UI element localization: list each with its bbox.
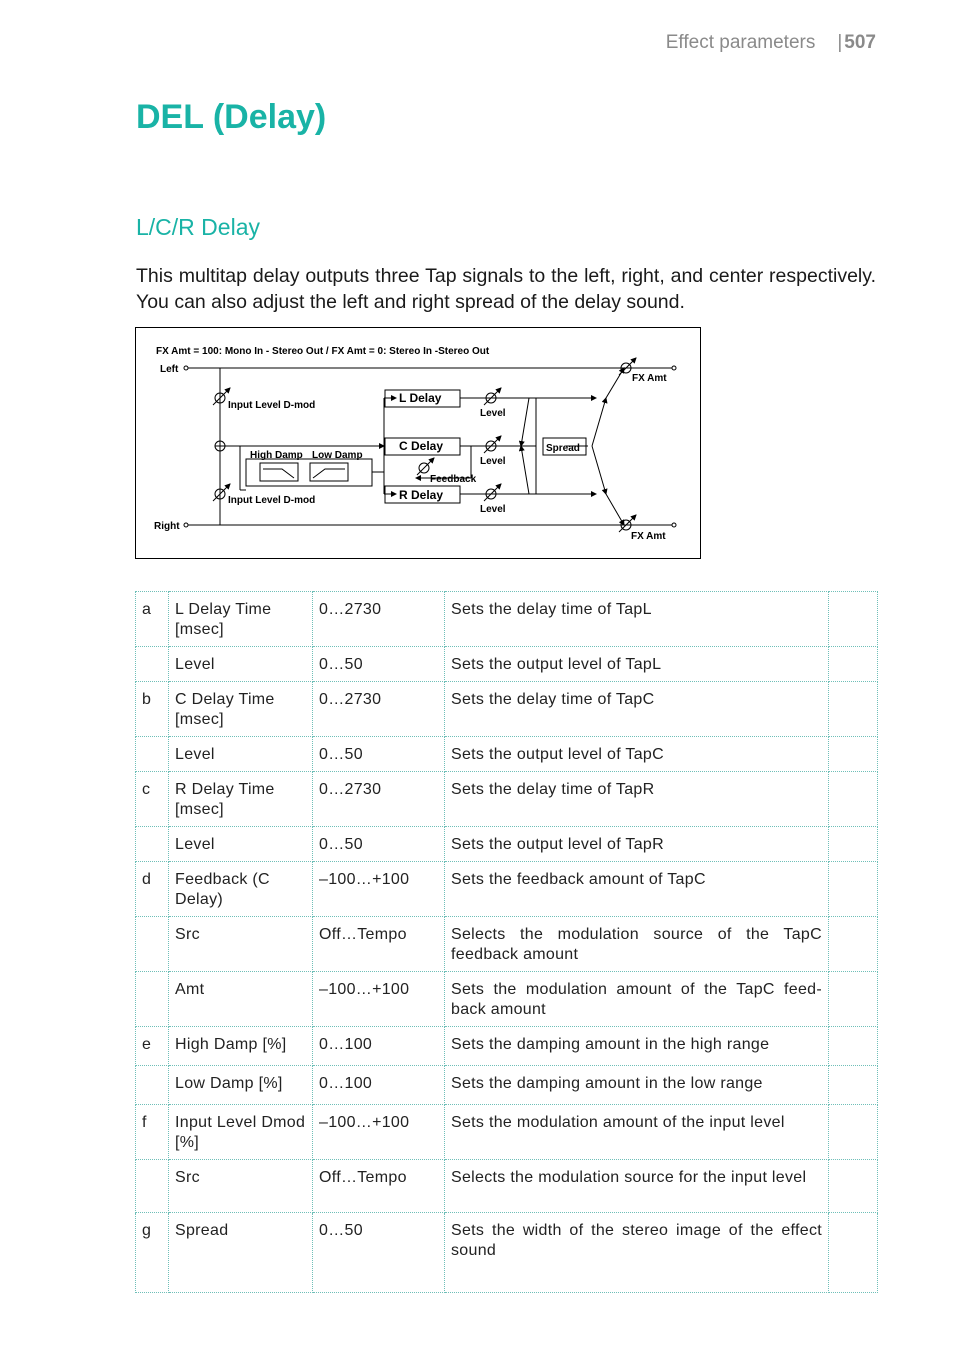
input-level-bottom-label: Input Level D-mod: [228, 495, 316, 506]
param-name: Amt: [169, 972, 313, 1027]
page-header: [666, 32, 876, 54]
param-range: 0…2730: [313, 682, 445, 737]
table-row: [136, 917, 878, 972]
param-extra: [829, 682, 878, 737]
param-extra: [829, 917, 878, 972]
high-damp-label: High Damp: [250, 450, 303, 461]
param-description: Sets the modulation amount of the TapC feed-back amount: [445, 972, 829, 1027]
param-name: L Delay Time [msec]: [169, 592, 313, 647]
diagram-caption: FX Amt = 100: Mono In - Stereo Out / FX Amt = 0: Stereo In -Stereo Out: [156, 346, 490, 357]
param-range: Off…Tempo: [313, 1160, 445, 1213]
param-range: 0…50: [313, 647, 445, 682]
c-delay-label: C Delay: [399, 439, 444, 453]
param-name: Src: [169, 917, 313, 972]
param-name: Low Damp [%]: [169, 1066, 313, 1105]
left-input-label: Left: [160, 364, 179, 375]
param-range: 0…50: [313, 827, 445, 862]
param-name: Spread: [169, 1213, 313, 1293]
param-id: a: [136, 592, 169, 647]
param-description: Sets the feedback amount of TapC: [445, 862, 829, 917]
page-title: DEL (Delay): [136, 98, 327, 136]
intro-paragraph: This multitap delay outputs three Tap signals to the left, right, and center respectively. You can also adjust the left and right spread of the delay sound.: [136, 265, 876, 313]
param-extra: [829, 592, 878, 647]
param-extra: [829, 1066, 878, 1105]
param-id: [136, 917, 169, 972]
param-description: Sets the delay time of TapL: [445, 592, 829, 647]
param-id: f: [136, 1105, 169, 1160]
l-delay-label: L Delay: [399, 391, 442, 405]
param-id: c: [136, 772, 169, 827]
table-row: [136, 1105, 878, 1160]
param-description: Sets the output level of TapC: [445, 737, 829, 772]
param-extra: [829, 827, 878, 862]
param-name: Level: [169, 647, 313, 682]
param-name: Feedback (C Delay): [169, 862, 313, 917]
level-l-label: Level: [480, 408, 506, 419]
table-row: [136, 592, 878, 647]
level-c-label: Level: [480, 456, 506, 467]
table-row: [136, 862, 878, 917]
section-title: L/C/R Delay: [136, 214, 260, 240]
diagram-svg: [136, 328, 700, 558]
param-range: –100…+100: [313, 862, 445, 917]
param-range: 0…50: [313, 737, 445, 772]
param-id: [136, 827, 169, 862]
param-name: C Delay Time [msec]: [169, 682, 313, 737]
param-range: 0…100: [313, 1027, 445, 1066]
feedback-label: Feedback: [430, 474, 477, 485]
param-description: Sets the modulation amount of the input level: [445, 1105, 829, 1160]
param-id: g: [136, 1213, 169, 1293]
table-row: [136, 647, 878, 682]
param-id: [136, 737, 169, 772]
param-description: Selects the modulation source for the input level: [445, 1160, 829, 1213]
header-separator: |: [837, 32, 843, 53]
param-id: [136, 1160, 169, 1213]
param-range: –100…+100: [313, 972, 445, 1027]
input-level-top-label: Input Level D-mod: [228, 400, 316, 411]
parameter-table: [135, 591, 878, 1293]
table-row: [136, 772, 878, 827]
table-row: [136, 1066, 878, 1105]
param-range: 0…2730: [313, 772, 445, 827]
param-name: R Delay Time [msec]: [169, 772, 313, 827]
param-range: –100…+100: [313, 1105, 445, 1160]
signal-flow-diagram: [135, 327, 701, 559]
param-description: Sets the damping amount in the high range: [445, 1027, 829, 1066]
table-row: [136, 972, 878, 1027]
section-name: Effect parameters: [665, 32, 816, 53]
param-description: Sets the output level of TapL: [445, 647, 829, 682]
param-name: High Damp [%]: [169, 1027, 313, 1066]
param-id: d: [136, 862, 169, 917]
param-description: Sets the delay time of TapR: [445, 772, 829, 827]
param-extra: [829, 972, 878, 1027]
param-extra: [829, 862, 878, 917]
table-row: [136, 682, 878, 737]
param-description: Sets the output level of TapR: [445, 827, 829, 862]
param-range: 0…2730: [313, 592, 445, 647]
table-row: [136, 1027, 878, 1066]
param-range: Off…Tempo: [313, 917, 445, 972]
fx-amt-bottom-label: FX Amt: [631, 531, 666, 542]
right-input-label: Right: [154, 521, 180, 532]
level-r-label: Level: [480, 504, 506, 515]
param-extra: [829, 1027, 878, 1066]
fx-amt-top-label: FX Amt: [632, 373, 667, 384]
spread-label: Spread: [546, 443, 580, 454]
param-name: Src: [169, 1160, 313, 1213]
table-row: [136, 827, 878, 862]
param-range: 0…100: [313, 1066, 445, 1105]
param-extra: [829, 772, 878, 827]
param-description: Sets the delay time of TapC: [445, 682, 829, 737]
table-row: [136, 1160, 878, 1213]
low-damp-label: Low Damp: [312, 450, 363, 461]
param-range: 0…50: [313, 1213, 445, 1293]
table-row: [136, 737, 878, 772]
param-extra: [829, 1160, 878, 1213]
param-description: Sets the width of the stereo image of the effect sound: [445, 1213, 829, 1293]
param-id: b: [136, 682, 169, 737]
param-id: [136, 1066, 169, 1105]
param-description: Sets the damping amount in the low range: [445, 1066, 829, 1105]
page-number: 507: [844, 32, 876, 53]
param-extra: [829, 1105, 878, 1160]
r-delay-label: R Delay: [399, 488, 444, 502]
param-extra: [829, 647, 878, 682]
param-description: Selects the modulation source of the TapC feedback amount: [445, 917, 829, 972]
param-name: Level: [169, 737, 313, 772]
param-id: [136, 972, 169, 1027]
param-id: e: [136, 1027, 169, 1066]
param-name: Level: [169, 827, 313, 862]
param-extra: [829, 737, 878, 772]
param-name: Input Level Dmod [%]: [169, 1105, 313, 1160]
param-extra: [829, 1213, 878, 1293]
table-row: [136, 1213, 878, 1293]
param-id: [136, 647, 169, 682]
